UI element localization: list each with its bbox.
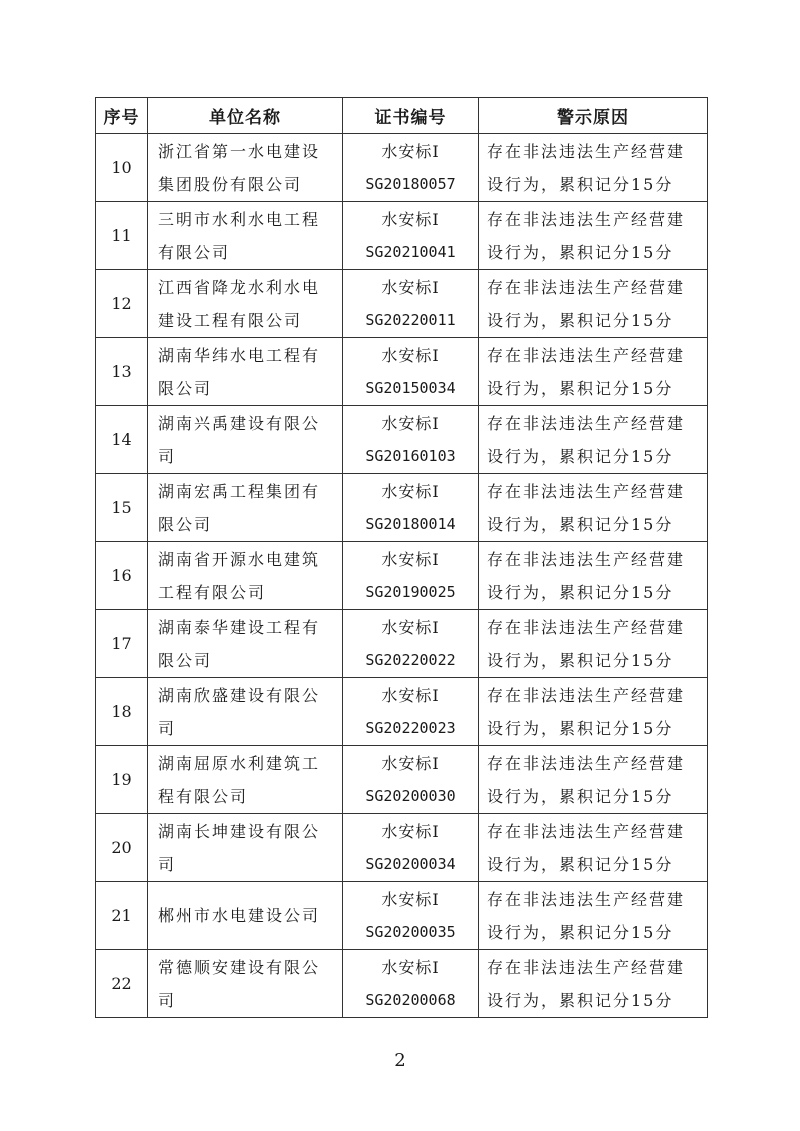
company-name: 湖南兴禹建设有限公司 — [148, 406, 343, 474]
certificate-prefix: 水安标Ⅰ — [381, 141, 440, 161]
certificate-number: SG20190025 — [365, 582, 456, 601]
header-company-name: 单位名称 — [148, 98, 343, 134]
row-index: 13 — [96, 338, 148, 406]
warning-reason: 存在非法违法生产经营建设行为，累积记分15分 — [479, 950, 708, 1018]
certificate-number: SG20220022 — [365, 650, 456, 669]
company-name: 江西省降龙水利水电建设工程有限公司 — [148, 270, 343, 338]
warning-reason: 存在非法违法生产经营建设行为，累积记分15分 — [479, 814, 708, 882]
certificate-prefix: 水安标Ⅰ — [381, 957, 440, 977]
certificate-cell — [343, 746, 479, 814]
certificate-cell — [343, 134, 479, 202]
table-header-row — [96, 98, 708, 134]
warning-reason: 存在非法违法生产经营建设行为，累积记分15分 — [479, 542, 708, 610]
warning-reason: 存在非法违法生产经营建设行为，累积记分15分 — [479, 202, 708, 270]
table-row — [96, 678, 708, 746]
company-name: 浙江省第一水电建设集团股份有限公司 — [148, 134, 343, 202]
table-row — [96, 746, 708, 814]
warning-reason: 存在非法违法生产经营建设行为，累积记分15分 — [479, 746, 708, 814]
certificate-cell — [343, 202, 479, 270]
table-row — [96, 406, 708, 474]
certificate-number: SG20220023 — [365, 718, 456, 737]
table-row — [96, 882, 708, 950]
company-name: 常德顺安建设有限公司 — [148, 950, 343, 1018]
header-index: 序号 — [96, 98, 148, 134]
certificate-prefix: 水安标Ⅰ — [381, 753, 440, 773]
certificate-cell — [343, 814, 479, 882]
certificate-number: SG20220011 — [365, 310, 456, 329]
table-row — [96, 610, 708, 678]
row-index: 12 — [96, 270, 148, 338]
warning-reason: 存在非法违法生产经营建设行为，累积记分15分 — [479, 270, 708, 338]
header-warning-reason: 警示原因 — [479, 98, 708, 134]
page-number: 2 — [394, 1050, 406, 1071]
certificate-prefix: 水安标Ⅰ — [381, 413, 440, 433]
certificate-cell — [343, 270, 479, 338]
certificate-number: SG20160103 — [365, 446, 456, 465]
warning-list-table — [95, 97, 708, 1018]
table-row — [96, 134, 708, 202]
table-body — [96, 134, 708, 1018]
certificate-cell — [343, 678, 479, 746]
certificate-cell — [343, 474, 479, 542]
table-row — [96, 814, 708, 882]
company-name: 郴州市水电建设公司 — [148, 882, 343, 950]
certificate-number: SG20180057 — [365, 174, 456, 193]
certificate-prefix: 水安标Ⅰ — [381, 277, 440, 297]
certificate-number: SG20200068 — [365, 990, 456, 1009]
certificate-number: SG20150034 — [365, 378, 456, 397]
company-name: 三明市水利水电工程有限公司 — [148, 202, 343, 270]
table-row — [96, 202, 708, 270]
certificate-cell — [343, 338, 479, 406]
row-index: 16 — [96, 542, 148, 610]
company-name: 湖南泰华建设工程有限公司 — [148, 610, 343, 678]
warning-reason: 存在非法违法生产经营建设行为，累积记分15分 — [479, 134, 708, 202]
certificate-prefix: 水安标Ⅰ — [381, 617, 440, 637]
row-index: 18 — [96, 678, 148, 746]
company-name: 湖南华纬水电工程有限公司 — [148, 338, 343, 406]
certificate-number: SG20180014 — [365, 514, 456, 533]
row-index: 10 — [96, 134, 148, 202]
certificate-prefix: 水安标Ⅰ — [381, 821, 440, 841]
certificate-cell — [343, 610, 479, 678]
company-name: 湖南屈原水利建筑工程有限公司 — [148, 746, 343, 814]
warning-reason: 存在非法违法生产经营建设行为，累积记分15分 — [479, 338, 708, 406]
row-index: 19 — [96, 746, 148, 814]
certificate-prefix: 水安标Ⅰ — [381, 889, 440, 909]
row-index: 17 — [96, 610, 148, 678]
certificate-prefix: 水安标Ⅰ — [381, 345, 440, 365]
company-name: 湖南欣盛建设有限公司 — [148, 678, 343, 746]
row-index: 11 — [96, 202, 148, 270]
warning-reason: 存在非法违法生产经营建设行为，累积记分15分 — [479, 882, 708, 950]
company-name: 湖南宏禹工程集团有限公司 — [148, 474, 343, 542]
table-row — [96, 542, 708, 610]
certificate-prefix: 水安标Ⅰ — [381, 481, 440, 501]
certificate-prefix: 水安标Ⅰ — [381, 209, 440, 229]
row-index: 14 — [96, 406, 148, 474]
table-row — [96, 950, 708, 1018]
table-row — [96, 474, 708, 542]
certificate-cell — [343, 950, 479, 1018]
warning-reason: 存在非法违法生产经营建设行为，累积记分15分 — [479, 678, 708, 746]
warning-reason: 存在非法违法生产经营建设行为，累积记分15分 — [479, 406, 708, 474]
certificate-cell — [343, 542, 479, 610]
table-row — [96, 338, 708, 406]
certificate-number: SG20210041 — [365, 242, 456, 261]
certificate-prefix: 水安标Ⅰ — [381, 549, 440, 569]
row-index: 15 — [96, 474, 148, 542]
warning-reason: 存在非法违法生产经营建设行为，累积记分15分 — [479, 610, 708, 678]
certificate-cell — [343, 882, 479, 950]
company-name: 湖南省开源水电建筑工程有限公司 — [148, 542, 343, 610]
certificate-cell — [343, 406, 479, 474]
certificate-number: SG20200030 — [365, 786, 456, 805]
row-index: 20 — [96, 814, 148, 882]
row-index: 22 — [96, 950, 148, 1018]
certificate-prefix: 水安标Ⅰ — [381, 685, 440, 705]
certificate-number: SG20200035 — [365, 922, 456, 941]
header-certificate-no: 证书编号 — [343, 98, 479, 134]
row-index: 21 — [96, 882, 148, 950]
table-row — [96, 270, 708, 338]
warning-reason: 存在非法违法生产经营建设行为，累积记分15分 — [479, 474, 708, 542]
company-name: 湖南长坤建设有限公司 — [148, 814, 343, 882]
certificate-number: SG20200034 — [365, 854, 456, 873]
